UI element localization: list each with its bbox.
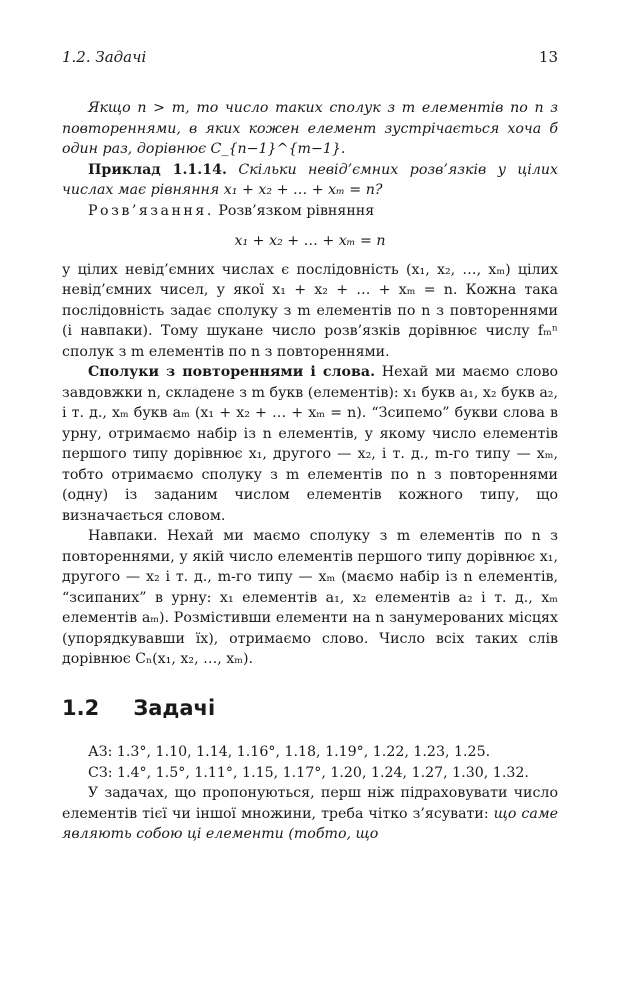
paragraph-final-text: У задачах, що пропонуються, перш ніж підраховувати число елементів тієї чи іншої множини, треба чітко з’ясувати: — [62, 785, 558, 822]
example-text: Скільки невід’ємних розв’язків у цілих числах має рівняння x₁ + x₂ + … + xₘ = n? — [62, 161, 558, 198]
example-paragraph — [62, 160, 558, 201]
paragraph-words — [62, 362, 558, 526]
solution-text: Розв’язком рівняння — [218, 202, 375, 219]
paragraph-intro: Якщо n > m, то число таких сполук з m елементів по n з повтореннями, в яких кожен елемент зустрічається хоча б один раз, дорівнює C_{n−1}^{m−1}. — [62, 100, 558, 157]
paragraph-final — [62, 783, 558, 845]
running-header — [62, 48, 558, 70]
display-equation: x₁ + x₂ + … + xₘ = n — [234, 233, 386, 249]
page-body — [62, 98, 558, 845]
exercise-line-az: АЗ: 1.3°, 1.10, 1.14, 1.16°, 1.18, 1.19°, 1.22, 1.23, 1.25. — [88, 744, 491, 760]
solution-label: Розв’язання. — [88, 202, 214, 219]
paragraph-words-heading: Сполуки з повтореннями і слова. — [88, 364, 376, 380]
section-title: Задачі — [133, 695, 216, 720]
example-label: Приклад 1.1.14. — [88, 161, 227, 178]
section-number: 1.2 — [62, 695, 100, 720]
exercise-list — [62, 742, 558, 783]
document-page — [62, 48, 558, 845]
exercise-line-sz: СЗ: 1.4°, 1.5°, 1.11°, 1.15, 1.17°, 1.20, 1.24, 1.27, 1.30, 1.32. — [88, 764, 529, 781]
paragraph-converse: Навпаки. Нехай ми маємо сполуку з m елементів по n з повтореннями, у якій число елементів першого типу дорівнює x₁, другого — x₂ і т. д., m-го типу — xₘ (маємо набір із n елементів, “зсипаних” в урну: x₁ елементів a₁, x₂ елементів a₂ і т. д., xₘ елементів aₘ). Розмістивши елементи на n занумерованих місцях (упорядкувавши їх), отримаємо слово. Число всіх таких слів дорівнює Cₙ(x₁, x₂, …, xₘ). — [62, 528, 558, 667]
paragraph-words-text: Нехай ми маємо слово завдовжки n, складене з m букв (елементів): x₁ букв a₁, x₂ букв a₂, і т. д., xₘ букв aₘ (x₁ + x₂ + … + xₘ = n). “Зсипемо” букви слова в урну, отримаємо набір із n елементів, у якому число елементів першого типу дорівнює x₁, другого — x₂, і т. д., m-го типу — xₘ, тобто отримаємо сполуку з m елементів по n з повтореннями (одну) із заданим числом елементів кожного типу, що визначається словом. — [62, 364, 559, 524]
page-number: 13 — [538, 48, 558, 66]
paragraph-final-italic: що саме являють собою ці елементи (тобто, що — [62, 805, 558, 842]
section-heading — [62, 695, 558, 720]
header-section: 1.2. Задачі — [62, 48, 147, 66]
solution-paragraph — [62, 201, 558, 222]
paragraph-solution-body: у цілих невід’ємних числах є послідовність (x₁, x₂, …, xₘ) цілих невід’ємних чисел, у якої x₁ + x₂ + … + xₘ = n. Кожна така послідовність задає сполуку з m елементів по n з повтореннями (і навпаки). Тому шукане число розв’язків дорівнює числу fₘⁿ сполук з m елементів по n з повтореннями. — [62, 261, 558, 360]
